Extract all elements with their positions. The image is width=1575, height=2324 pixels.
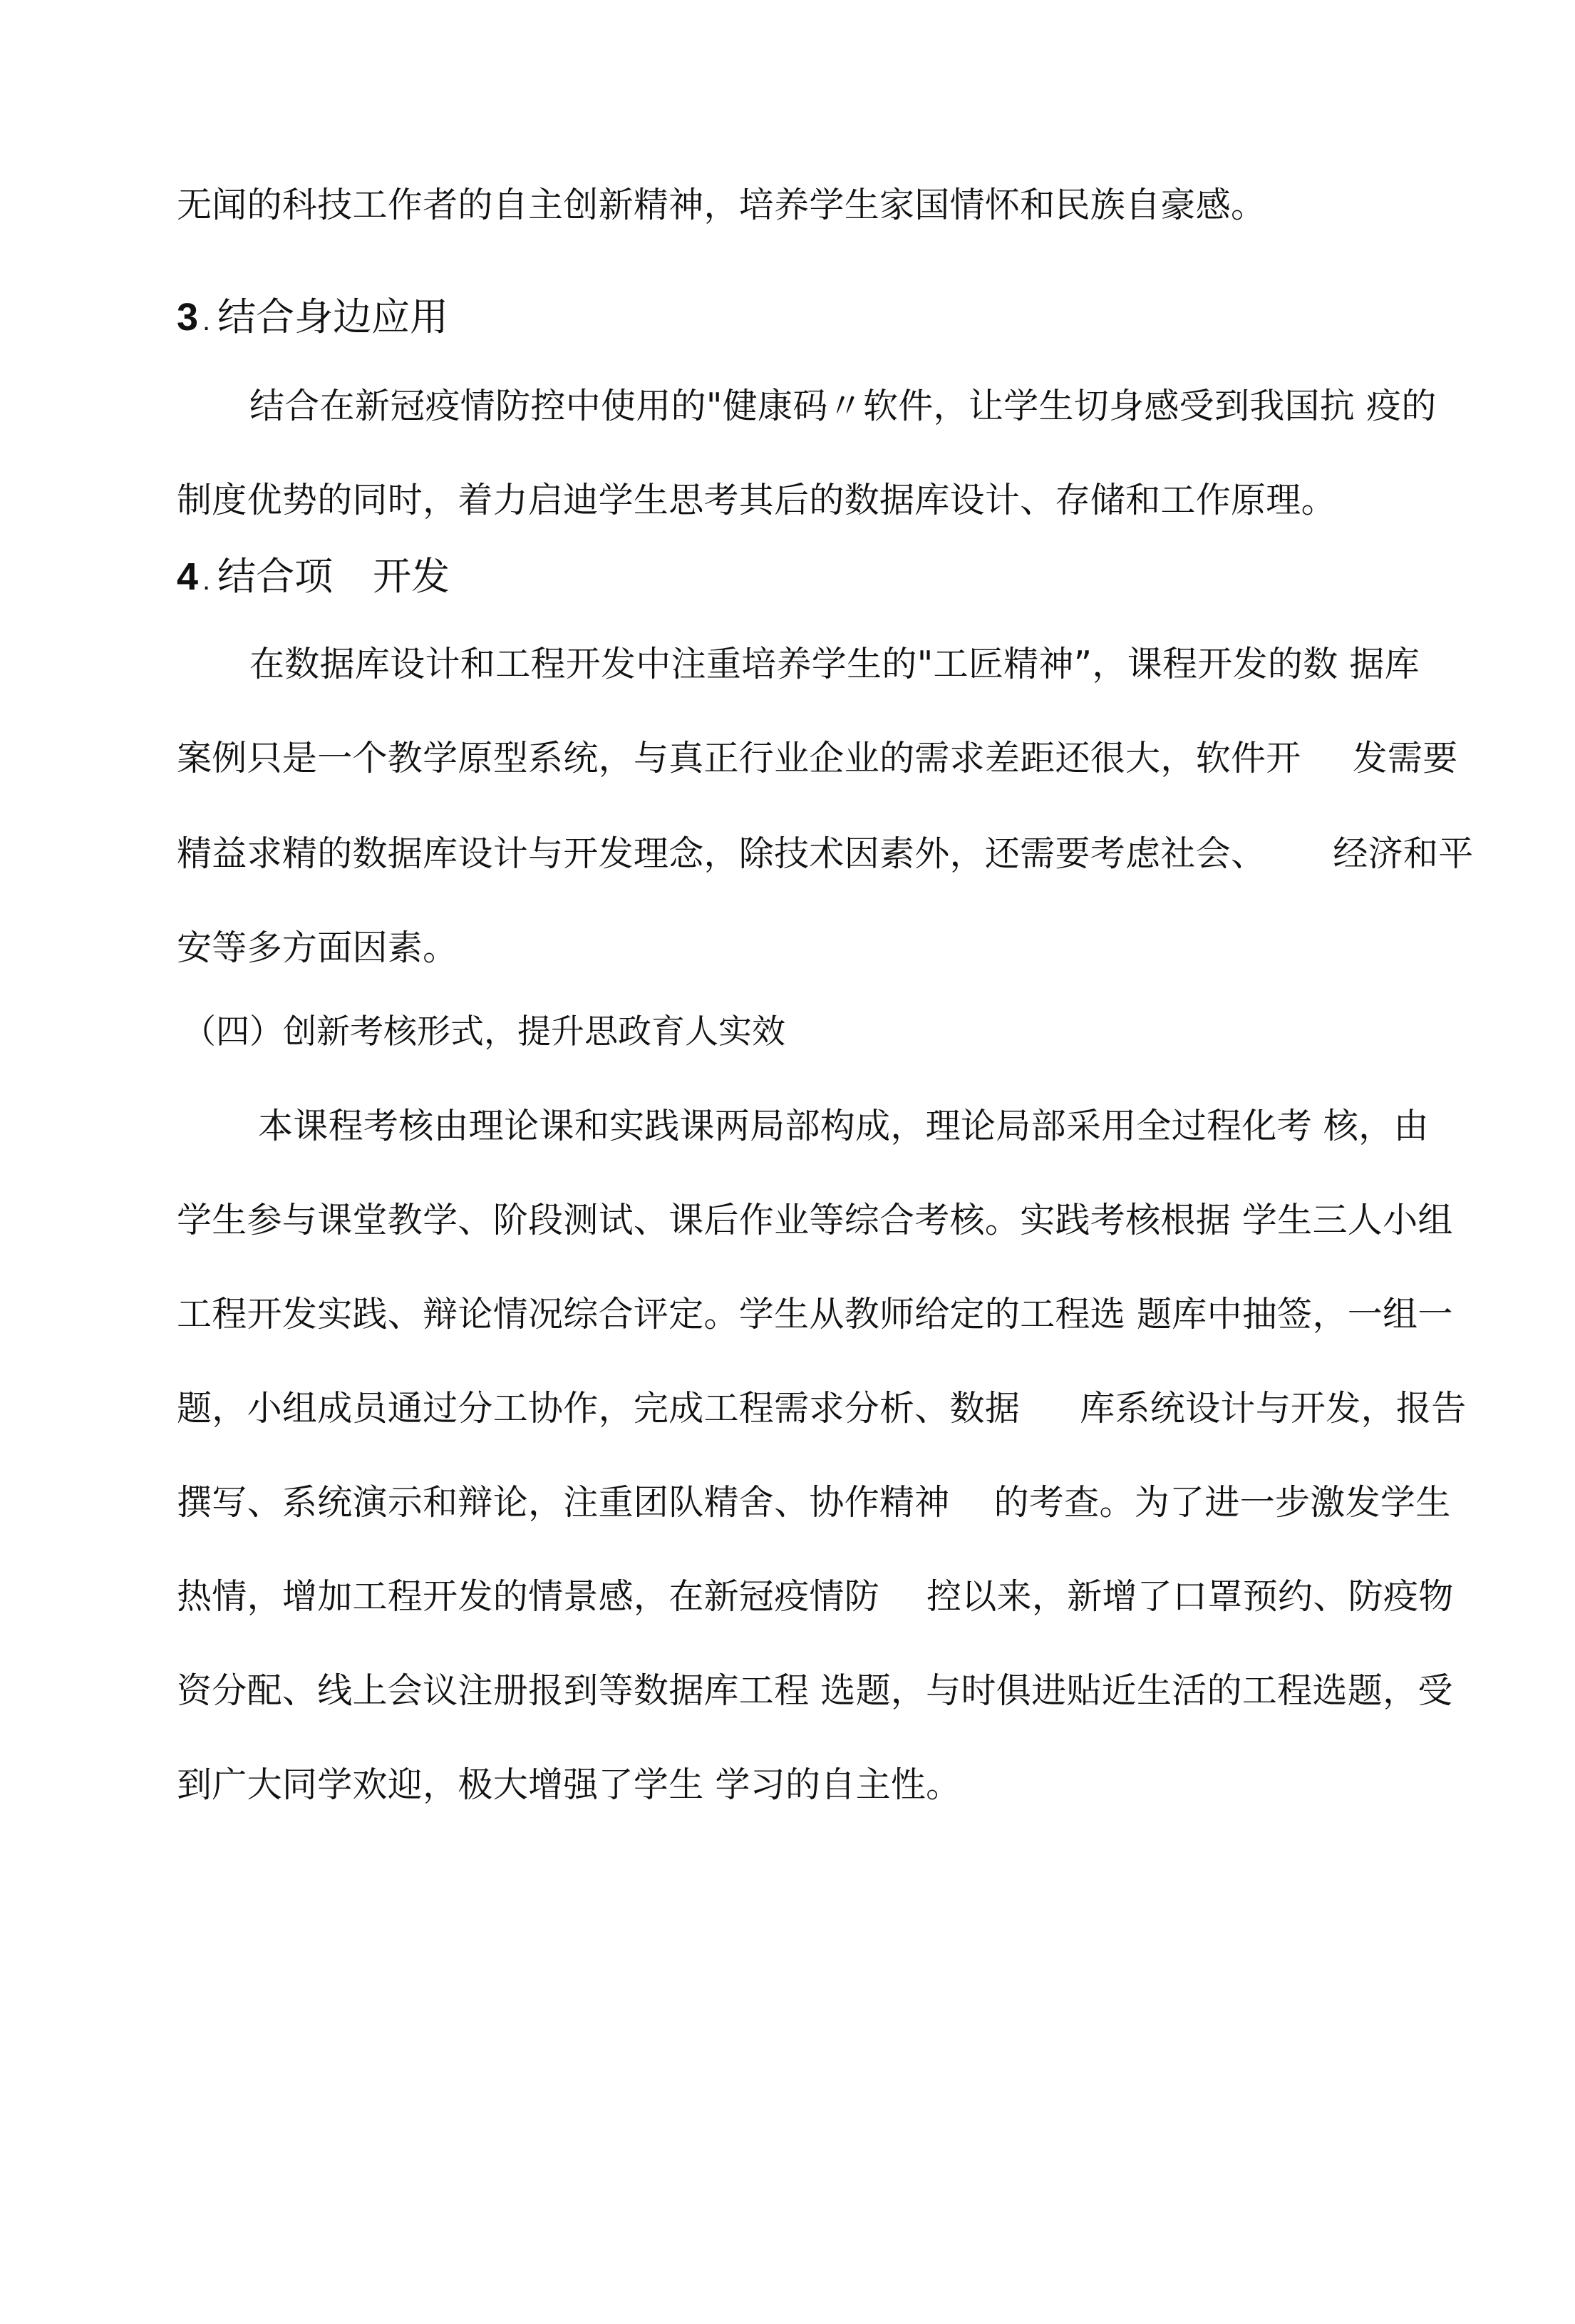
paragraph-line <box>177 1387 1467 1430</box>
text-segment: 案例只是一个教学原型系统，与真正行业企业的需求差距还很大，软件开 <box>177 738 1301 778</box>
heading-text: 结合项 <box>217 554 334 599</box>
paragraph-line: 安等多方面因素。 <box>177 927 458 968</box>
paragraph-line: 在数据库设计和工程开发中注重培养学生的"工匠精神”，课程开发的数 据库 <box>249 644 1420 684</box>
text-segment: 热情，增加工程开发的情景感，在新冠疫情防 <box>177 1576 880 1617</box>
heading-3 <box>177 294 448 344</box>
paragraph-line <box>177 1575 1454 1618</box>
paragraph-line: 制度优势的同时，着力启迪学生思考其后的数据库设计、存储和工作原理。 <box>177 480 1336 520</box>
heading-text: 结合身边应用 <box>217 294 449 339</box>
paragraph-line: 到广大同学欢迎，极大增强了学生 学习的自主性。 <box>177 1764 961 1805</box>
section-title: （四）创新考核形式，提升思政育人实效 <box>182 1012 785 1052</box>
text-segment: 的考查。为了进一步激发学生 <box>993 1482 1451 1523</box>
heading-dot: . <box>202 565 211 596</box>
paragraph-line: 学生参与课堂教学、阶段测试、课后作业等综合考核。实践考核根据 学生三人小组 <box>177 1200 1453 1240</box>
text-segment: 精益求精的数据库设计与开发理念，除技术因素外，还需要考虑社会、 <box>177 833 1266 874</box>
paragraph-line <box>177 737 1458 780</box>
heading-number: 3 <box>177 296 199 339</box>
text-segment: 库系统设计与开发，报告 <box>1080 1388 1467 1429</box>
paragraph-line: 无闻的科技工作者的自主创新精神，培养学生家国情怀和民族自豪感。 <box>177 185 1266 225</box>
heading-number: 4 <box>177 555 199 598</box>
text-segment: 题，小组成员通过分工协作，完成工程需求分析、数据 <box>177 1388 1021 1429</box>
text-segment: 控以来，新增了口罩预约、防疫物 <box>926 1576 1454 1617</box>
paragraph-line: 工程开发实践、辩论情况综合评定。学生从教师给定的工程选 题库中抽签，一组一 <box>177 1294 1453 1335</box>
text-segment: 撰写、系统演示和辩论，注重团队精舍、协作精神 <box>177 1482 950 1523</box>
paragraph-line <box>177 1481 1451 1524</box>
paragraph-line: 资分配、线上会议注册报到等数据库工程 选题，与时俱进贴近生活的工程选题，受 <box>177 1670 1453 1711</box>
paragraph-line: 结合在新冠疫情防控中使用的"健康码〃软件，让学生切身感受到我国抗 疫的 <box>249 386 1437 426</box>
heading-text: 开发 <box>373 554 450 599</box>
paragraph-line <box>177 833 1474 875</box>
heading-dot: . <box>202 305 211 336</box>
text-segment: 发需要 <box>1352 738 1458 778</box>
paragraph-line: 本课程考核由理论课和实践课两局部构成，理论局部采用全过程化考 核，由 <box>258 1106 1429 1146</box>
heading-4 <box>177 553 450 604</box>
text-segment: 经济和平 <box>1333 833 1474 874</box>
